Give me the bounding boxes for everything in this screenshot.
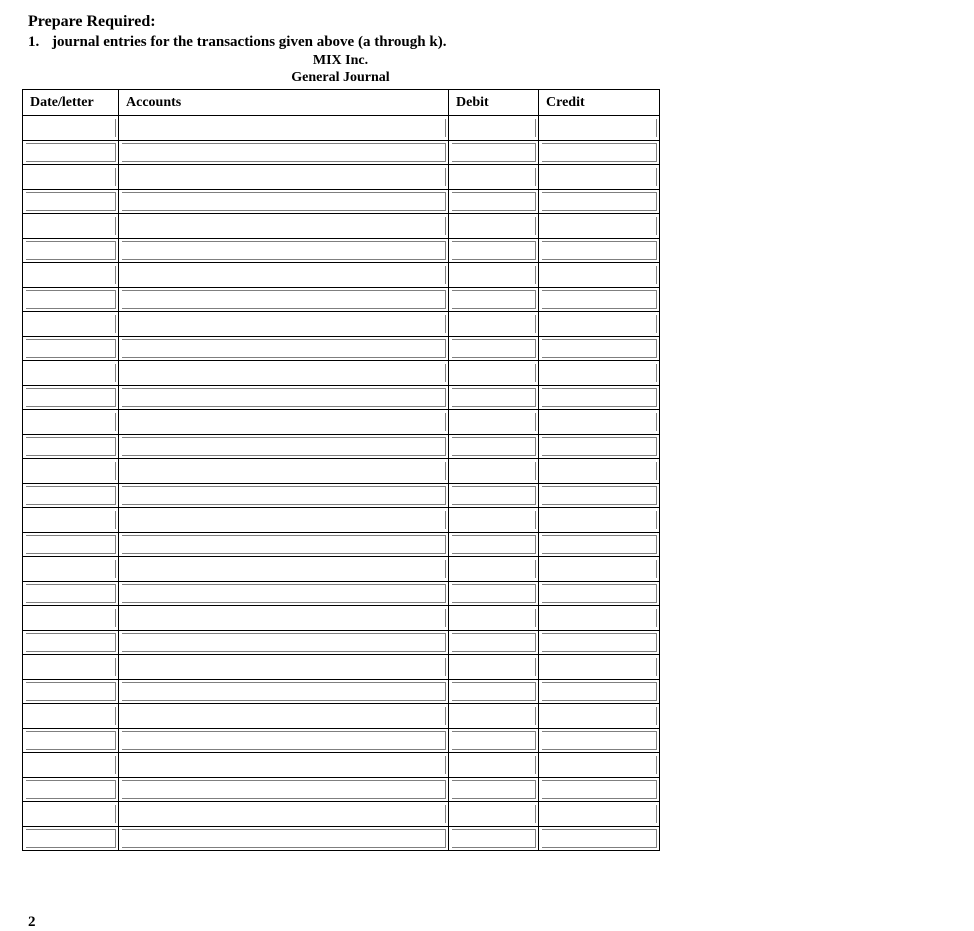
instruction-line (28, 33, 446, 51)
journal-row (23, 581, 660, 606)
journal-row (23, 287, 660, 312)
account-cell[interactable] (119, 165, 449, 190)
debit-cell[interactable] (449, 630, 539, 655)
journal-row (23, 434, 660, 459)
journal-row (23, 263, 660, 288)
credit-cell[interactable] (539, 753, 660, 778)
date-letter-cell[interactable] (23, 189, 119, 214)
journal-body (23, 116, 660, 851)
journal-row (23, 361, 660, 386)
credit-cell[interactable] (539, 116, 660, 141)
account-cell[interactable] (119, 557, 449, 582)
date-letter-cell[interactable] (23, 165, 119, 190)
journal-row (23, 140, 660, 165)
date-letter-cell[interactable] (23, 483, 119, 508)
date-letter-cell[interactable] (23, 361, 119, 386)
date-letter-cell[interactable] (23, 459, 119, 484)
journal-row (23, 214, 660, 239)
date-letter-cell[interactable] (23, 679, 119, 704)
credit-cell[interactable] (539, 581, 660, 606)
journal-row (23, 728, 660, 753)
account-cell[interactable] (119, 826, 449, 851)
journal-row (23, 336, 660, 361)
credit-cell[interactable] (539, 802, 660, 827)
debit-cell[interactable] (449, 606, 539, 631)
date-letter-cell[interactable] (23, 557, 119, 582)
journal-row (23, 777, 660, 802)
date-letter-cell[interactable] (23, 777, 119, 802)
date-letter-cell[interactable] (23, 704, 119, 729)
instruction-text: journal entries for the transactions given above (a through k). (52, 34, 447, 50)
debit-cell[interactable] (449, 753, 539, 778)
debit-cell[interactable] (449, 336, 539, 361)
debit-cell[interactable] (449, 826, 539, 851)
date-letter-cell[interactable] (23, 238, 119, 263)
account-cell[interactable] (119, 189, 449, 214)
debit-cell[interactable] (449, 165, 539, 190)
date-letter-cell[interactable] (23, 655, 119, 680)
journal-row (23, 165, 660, 190)
debit-cell[interactable] (449, 581, 539, 606)
date-letter-cell[interactable] (23, 581, 119, 606)
account-cell[interactable] (119, 434, 449, 459)
credit-cell[interactable] (539, 655, 660, 680)
date-letter-cell[interactable] (23, 532, 119, 557)
debit-cell[interactable] (449, 704, 539, 729)
account-cell[interactable] (119, 336, 449, 361)
journal-row (23, 679, 660, 704)
date-letter-cell[interactable] (23, 753, 119, 778)
credit-cell[interactable] (539, 728, 660, 753)
debit-cell[interactable] (449, 385, 539, 410)
debit-cell[interactable] (449, 214, 539, 239)
date-letter-cell[interactable] (23, 802, 119, 827)
debit-cell[interactable] (449, 263, 539, 288)
instruction-number: 1. (28, 34, 40, 50)
debit-cell[interactable] (449, 655, 539, 680)
date-letter-cell[interactable] (23, 116, 119, 141)
account-cell[interactable] (119, 410, 449, 435)
credit-cell[interactable] (539, 508, 660, 533)
account-cell[interactable] (119, 655, 449, 680)
credit-cell[interactable] (539, 630, 660, 655)
date-letter-cell[interactable] (23, 826, 119, 851)
account-cell[interactable] (119, 753, 449, 778)
journal-row (23, 459, 660, 484)
account-cell[interactable] (119, 116, 449, 141)
date-letter-cell[interactable] (23, 214, 119, 239)
journal-row (23, 655, 660, 680)
date-letter-cell[interactable] (23, 263, 119, 288)
date-letter-cell[interactable] (23, 140, 119, 165)
debit-cell[interactable] (449, 508, 539, 533)
journal-row (23, 532, 660, 557)
column-header-debit: Debit (449, 90, 539, 116)
credit-cell[interactable] (539, 214, 660, 239)
debit-cell[interactable] (449, 728, 539, 753)
account-cell[interactable] (119, 581, 449, 606)
account-cell[interactable] (119, 214, 449, 239)
date-letter-cell[interactable] (23, 385, 119, 410)
debit-cell[interactable] (449, 238, 539, 263)
journal-row (23, 508, 660, 533)
debit-cell[interactable] (449, 287, 539, 312)
journal-row (23, 802, 660, 827)
credit-cell[interactable] (539, 238, 660, 263)
debit-cell[interactable] (449, 140, 539, 165)
journal-row (23, 238, 660, 263)
journal-title: General Journal (291, 70, 390, 85)
account-cell[interactable] (119, 312, 449, 337)
journal-row (23, 189, 660, 214)
journal-row (23, 483, 660, 508)
debit-cell[interactable] (449, 802, 539, 827)
account-cell[interactable] (119, 728, 449, 753)
account-cell[interactable] (119, 777, 449, 802)
date-letter-cell[interactable] (23, 336, 119, 361)
account-cell[interactable] (119, 704, 449, 729)
account-cell[interactable] (119, 508, 449, 533)
debit-cell[interactable] (449, 679, 539, 704)
account-cell[interactable] (119, 361, 449, 386)
credit-cell[interactable] (539, 140, 660, 165)
debit-cell[interactable] (449, 410, 539, 435)
account-cell[interactable] (119, 630, 449, 655)
credit-cell[interactable] (539, 532, 660, 557)
journal-row (23, 410, 660, 435)
company-name: MIX Inc. (312, 53, 369, 68)
debit-cell[interactable] (449, 532, 539, 557)
journal-row (23, 630, 660, 655)
credit-cell[interactable] (539, 777, 660, 802)
debit-cell[interactable] (449, 483, 539, 508)
credit-cell[interactable] (539, 189, 660, 214)
next-item-number: 2 (28, 914, 36, 930)
account-cell[interactable] (119, 140, 449, 165)
page-heading: Prepare Required: (28, 13, 156, 30)
column-header-credit: Credit (539, 90, 660, 116)
debit-cell[interactable] (449, 116, 539, 141)
journal-row (23, 704, 660, 729)
credit-cell[interactable] (539, 826, 660, 851)
credit-cell[interactable] (539, 336, 660, 361)
credit-cell[interactable] (539, 410, 660, 435)
credit-cell[interactable] (539, 361, 660, 386)
account-cell[interactable] (119, 287, 449, 312)
date-letter-cell[interactable] (23, 630, 119, 655)
account-cell[interactable] (119, 679, 449, 704)
account-cell[interactable] (119, 532, 449, 557)
date-letter-cell[interactable] (23, 434, 119, 459)
credit-cell[interactable] (539, 263, 660, 288)
credit-cell[interactable] (539, 434, 660, 459)
debit-cell[interactable] (449, 312, 539, 337)
credit-cell[interactable] (539, 165, 660, 190)
date-letter-cell[interactable] (23, 606, 119, 631)
journal-row (23, 312, 660, 337)
credit-cell[interactable] (539, 385, 660, 410)
account-cell[interactable] (119, 459, 449, 484)
credit-cell[interactable] (539, 679, 660, 704)
debit-cell[interactable] (449, 434, 539, 459)
date-letter-cell[interactable] (23, 410, 119, 435)
debit-cell[interactable] (449, 459, 539, 484)
journal-row (23, 606, 660, 631)
date-letter-cell[interactable] (23, 508, 119, 533)
journal-row (23, 557, 660, 582)
debit-cell[interactable] (449, 189, 539, 214)
account-cell[interactable] (119, 385, 449, 410)
credit-cell[interactable] (539, 606, 660, 631)
credit-cell[interactable] (539, 483, 660, 508)
journal-row (23, 826, 660, 851)
date-letter-cell[interactable] (23, 287, 119, 312)
debit-cell[interactable] (449, 777, 539, 802)
journal-row (23, 753, 660, 778)
journal-row (23, 385, 660, 410)
account-cell[interactable] (119, 263, 449, 288)
credit-cell[interactable] (539, 312, 660, 337)
table-header-row (23, 90, 660, 116)
credit-cell[interactable] (539, 287, 660, 312)
account-cell[interactable] (119, 802, 449, 827)
credit-cell[interactable] (539, 557, 660, 582)
account-cell[interactable] (119, 238, 449, 263)
journal-row (23, 116, 660, 141)
date-letter-cell[interactable] (23, 312, 119, 337)
date-letter-cell[interactable] (23, 728, 119, 753)
account-cell[interactable] (119, 483, 449, 508)
credit-cell[interactable] (539, 459, 660, 484)
debit-cell[interactable] (449, 361, 539, 386)
debit-cell[interactable] (449, 557, 539, 582)
column-header-date-letter: Date/letter (23, 90, 119, 116)
credit-cell[interactable] (539, 704, 660, 729)
column-header-accounts: Accounts (119, 90, 449, 116)
general-journal-table (22, 89, 660, 851)
account-cell[interactable] (119, 606, 449, 631)
